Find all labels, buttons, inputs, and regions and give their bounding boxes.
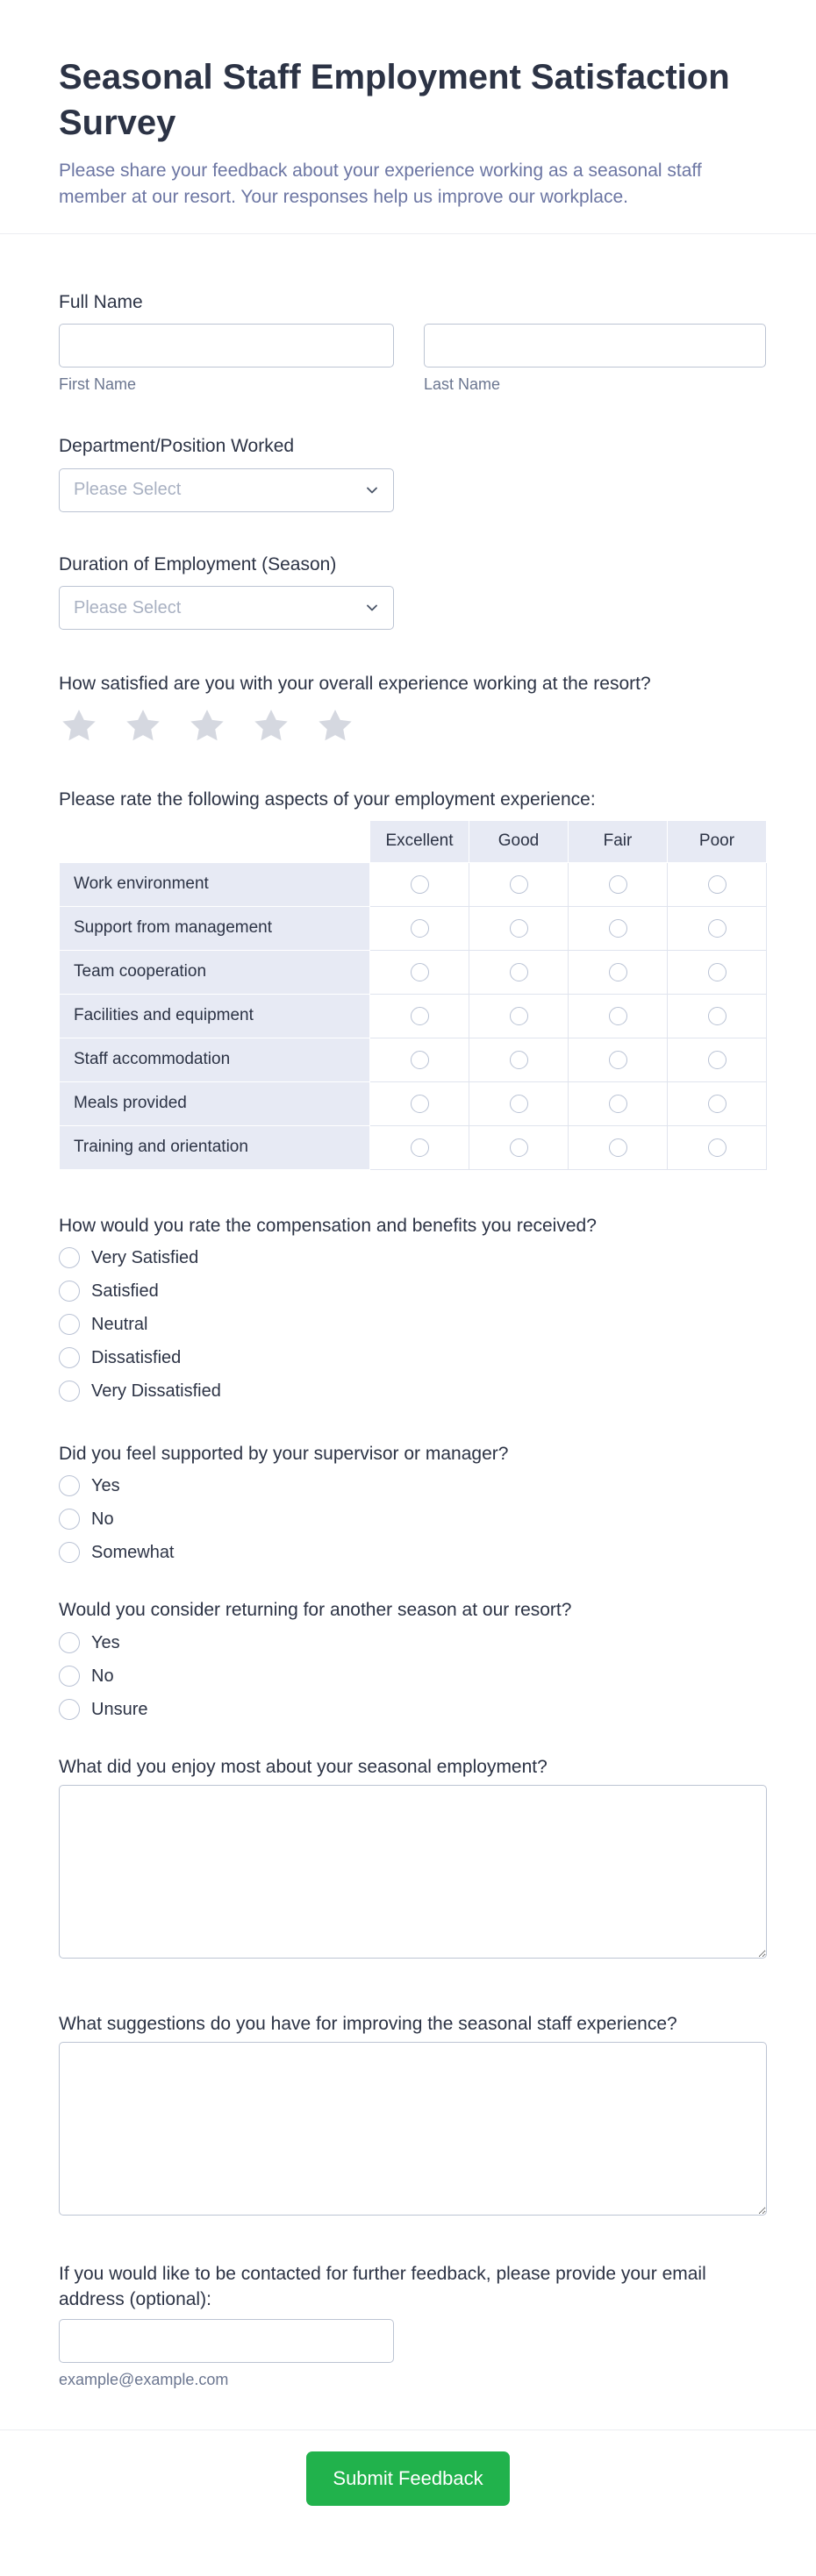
radio-button[interactable] <box>59 1475 80 1496</box>
department-label: Department/Position Worked <box>59 436 295 457</box>
matrix-radio[interactable] <box>609 1095 627 1113</box>
matrix-radio[interactable] <box>609 919 627 938</box>
question-contact-email <box>59 2262 767 2389</box>
matrix-col-header: Fair <box>569 820 668 862</box>
compensation-label: How would you rate the compensation and benefits you received? <box>59 1215 597 1236</box>
matrix-row-label: Meals provided <box>60 1081 370 1125</box>
matrix-radio-cell[interactable] <box>469 1125 569 1169</box>
contact-email-sublabel: example@example.com <box>59 2371 229 2389</box>
matrix-radio[interactable] <box>708 875 727 894</box>
form-body <box>0 290 816 2389</box>
matrix-radio[interactable] <box>411 919 429 938</box>
question-supervisor-support <box>59 1442 767 1563</box>
matrix-radio-cell[interactable] <box>569 1038 668 1081</box>
matrix-radio-cell[interactable] <box>370 950 469 994</box>
matrix-radio[interactable] <box>708 919 727 938</box>
matrix-radio[interactable] <box>510 875 528 894</box>
matrix-radio[interactable] <box>411 875 429 894</box>
radio-button[interactable] <box>59 1632 80 1653</box>
radio-button[interactable] <box>59 1542 80 1563</box>
matrix-radio-cell[interactable] <box>668 862 767 906</box>
matrix-row-label: Staff accommodation <box>60 1038 370 1081</box>
rating-matrix <box>59 820 767 1170</box>
radio-option-label: Yes <box>91 1476 120 1496</box>
radio-option-label: Very Satisfied <box>91 1248 199 1268</box>
matrix-radio[interactable] <box>609 875 627 894</box>
matrix-radio[interactable] <box>510 963 528 981</box>
matrix-col-header: Excellent <box>370 820 469 862</box>
page-subtitle: Please share your feedback about your experience working as a seasonal staff member at our resort. Your responses help us improve our workplace. <box>59 161 702 207</box>
matrix-radio-cell[interactable] <box>569 1081 668 1125</box>
duration-label: Duration of Employment (Season) <box>59 553 337 574</box>
radio-option[interactable] <box>59 1475 767 1496</box>
star-icon[interactable] <box>59 707 99 746</box>
matrix-radio-cell[interactable] <box>370 1125 469 1169</box>
radio-group-supervisor-support <box>59 1475 767 1563</box>
matrix-radio-cell[interactable] <box>569 950 668 994</box>
radio-option-label: Somewhat <box>91 1543 175 1563</box>
matrix-row-label: Work environment <box>60 862 370 906</box>
matrix-radio[interactable] <box>411 1095 429 1113</box>
first-name-sublabel: First Name <box>59 375 137 394</box>
header-divider <box>0 233 816 234</box>
matrix-radio[interactable] <box>708 1138 727 1157</box>
star-icon[interactable] <box>251 707 291 746</box>
matrix-radio[interactable] <box>510 919 528 938</box>
matrix-radio[interactable] <box>510 1051 528 1069</box>
radio-option[interactable] <box>59 1281 767 1302</box>
supervisor-support-label: Did you feel supported by your supervisor or manager? <box>59 1444 509 1465</box>
matrix-radio[interactable] <box>411 1051 429 1069</box>
matrix-radio-cell[interactable] <box>469 906 569 950</box>
matrix-radio-cell[interactable] <box>668 906 767 950</box>
matrix-radio-cell[interactable] <box>569 862 668 906</box>
matrix-row <box>60 950 767 994</box>
matrix-radio-cell[interactable] <box>370 994 469 1038</box>
star-icon[interactable] <box>123 707 163 746</box>
aspects-matrix-label: Please rate the following aspects of your employment experience: <box>59 789 596 810</box>
radio-button[interactable] <box>59 1699 80 1720</box>
matrix-row <box>60 862 767 906</box>
matrix-radio-cell[interactable] <box>469 950 569 994</box>
matrix-radio[interactable] <box>609 1138 627 1157</box>
matrix-radio-cell[interactable] <box>469 1081 569 1125</box>
radio-button[interactable] <box>59 1314 80 1335</box>
matrix-radio[interactable] <box>510 1007 528 1025</box>
matrix-radio[interactable] <box>510 1138 528 1157</box>
last-name-input[interactable] <box>424 324 766 367</box>
radio-option[interactable] <box>59 1247 767 1268</box>
radio-option[interactable] <box>59 1632 767 1653</box>
return-next-season-label: Would you consider returning for another season at our resort? <box>59 1600 572 1621</box>
form-header <box>0 0 816 211</box>
question-return-next-season <box>59 1598 767 1719</box>
department-select[interactable] <box>59 468 394 512</box>
matrix-radio[interactable] <box>708 963 727 981</box>
radio-option-label: Neutral <box>91 1315 148 1335</box>
full-name-label: Full Name <box>59 292 143 312</box>
matrix-radio[interactable] <box>411 1138 429 1157</box>
radio-option-label: Satisfied <box>91 1281 159 1302</box>
radio-group-return-next-season <box>59 1632 767 1720</box>
matrix-row-label: Facilities and equipment <box>60 994 370 1038</box>
radio-option-label: No <box>91 1509 114 1530</box>
matrix-row <box>60 1125 767 1169</box>
star-icon[interactable] <box>187 707 227 746</box>
matrix-radio[interactable] <box>411 963 429 981</box>
matrix-row-label: Team cooperation <box>60 950 370 994</box>
question-overall-satisfaction <box>59 672 767 746</box>
question-suggestions <box>59 2012 767 2220</box>
matrix-radio-cell[interactable] <box>370 862 469 906</box>
page-title: Seasonal Staff Employment Satisfaction Survey <box>59 58 730 142</box>
matrix-radio-cell[interactable] <box>668 994 767 1038</box>
overall-satisfaction-label: How satisfied are you with your overall experience working at the resort? <box>59 674 651 695</box>
matrix-radio[interactable] <box>708 1095 727 1113</box>
radio-option-label: Dissatisfied <box>91 1348 182 1368</box>
matrix-row <box>60 1038 767 1081</box>
full-name-fields <box>59 324 767 394</box>
star-rating[interactable] <box>59 707 767 746</box>
matrix-col-header: Good <box>469 820 569 862</box>
question-compensation <box>59 1214 767 1402</box>
matrix-radio[interactable] <box>708 1051 727 1069</box>
matrix-radio-cell[interactable] <box>569 906 668 950</box>
radio-option[interactable] <box>59 1542 767 1563</box>
chevron-down-icon <box>363 599 381 617</box>
question-department <box>59 434 767 511</box>
enjoyed-most-textarea[interactable] <box>59 1785 767 1959</box>
question-aspects-matrix <box>59 788 767 1169</box>
question-full-name <box>59 290 767 394</box>
matrix-row <box>60 994 767 1038</box>
matrix-row <box>60 906 767 950</box>
suggestions-textarea[interactable] <box>59 2042 767 2216</box>
radio-option[interactable] <box>59 1666 767 1687</box>
matrix-radio-cell[interactable] <box>668 1125 767 1169</box>
matrix-radio-cell[interactable] <box>469 994 569 1038</box>
radio-option[interactable] <box>59 1509 767 1530</box>
star-icon[interactable] <box>315 707 355 746</box>
radio-option[interactable] <box>59 1381 767 1402</box>
radio-option[interactable] <box>59 1699 767 1720</box>
question-duration <box>59 553 767 630</box>
matrix-radio-cell[interactable] <box>370 1038 469 1081</box>
radio-button[interactable] <box>59 1666 80 1687</box>
matrix-radio-cell[interactable] <box>668 1081 767 1125</box>
matrix-radio-cell[interactable] <box>469 862 569 906</box>
matrix-row <box>60 1081 767 1125</box>
radio-option[interactable] <box>59 1347 767 1368</box>
matrix-corner-cell <box>60 820 370 862</box>
matrix-body <box>60 862 767 1169</box>
duration-select-value: Please Select <box>74 597 182 617</box>
matrix-radio-cell[interactable] <box>569 994 668 1038</box>
suggestions-label: What suggestions do you have for improving the seasonal staff experience? <box>59 2014 677 2035</box>
last-name-sublabel: Last Name <box>424 375 501 394</box>
radio-option-label: Unsure <box>91 1699 148 1719</box>
first-name-field <box>59 324 394 394</box>
matrix-radio-cell[interactable] <box>668 1038 767 1081</box>
radio-option-label: No <box>91 1666 114 1686</box>
matrix-radio[interactable] <box>510 1095 528 1113</box>
radio-button[interactable] <box>59 1281 80 1302</box>
radio-group-compensation <box>59 1247 767 1402</box>
matrix-radio[interactable] <box>708 1007 727 1025</box>
matrix-row-label: Support from management <box>60 906 370 950</box>
matrix-radio-cell[interactable] <box>370 1081 469 1125</box>
matrix-radio-cell[interactable] <box>370 906 469 950</box>
matrix-radio[interactable] <box>609 963 627 981</box>
contact-email-label: If you would like to be contacted for further feedback, please provide your email address (optional): <box>59 2264 706 2309</box>
radio-button[interactable] <box>59 1347 80 1368</box>
department-select-value: Please Select <box>74 480 182 500</box>
enjoyed-most-label: What did you enjoy most about your seasonal employment? <box>59 1756 548 1777</box>
radio-button[interactable] <box>59 1381 80 1402</box>
question-enjoyed-most <box>59 1755 767 1963</box>
matrix-col-header: Poor <box>668 820 767 862</box>
radio-option[interactable] <box>59 1314 767 1335</box>
matrix-radio-cell[interactable] <box>569 1125 668 1169</box>
radio-button[interactable] <box>59 1247 80 1268</box>
last-name-field <box>424 324 766 394</box>
radio-option-label: Yes <box>91 1632 120 1652</box>
matrix-radio[interactable] <box>609 1007 627 1025</box>
duration-select[interactable] <box>59 586 394 630</box>
radio-option-label: Very Dissatisfied <box>91 1381 221 1402</box>
contact-email-input[interactable] <box>59 2319 394 2363</box>
matrix-radio-cell[interactable] <box>668 950 767 994</box>
matrix-header-row <box>60 820 767 862</box>
matrix-radio[interactable] <box>609 1051 627 1069</box>
matrix-row-label: Training and orientation <box>60 1125 370 1169</box>
radio-button[interactable] <box>59 1509 80 1530</box>
first-name-input[interactable] <box>59 324 394 367</box>
chevron-down-icon <box>363 482 381 499</box>
matrix-radio-cell[interactable] <box>469 1038 569 1081</box>
matrix-radio[interactable] <box>411 1007 429 1025</box>
submit-section <box>0 2451 816 2550</box>
submit-button[interactable]: Submit Feedback <box>306 2451 509 2506</box>
